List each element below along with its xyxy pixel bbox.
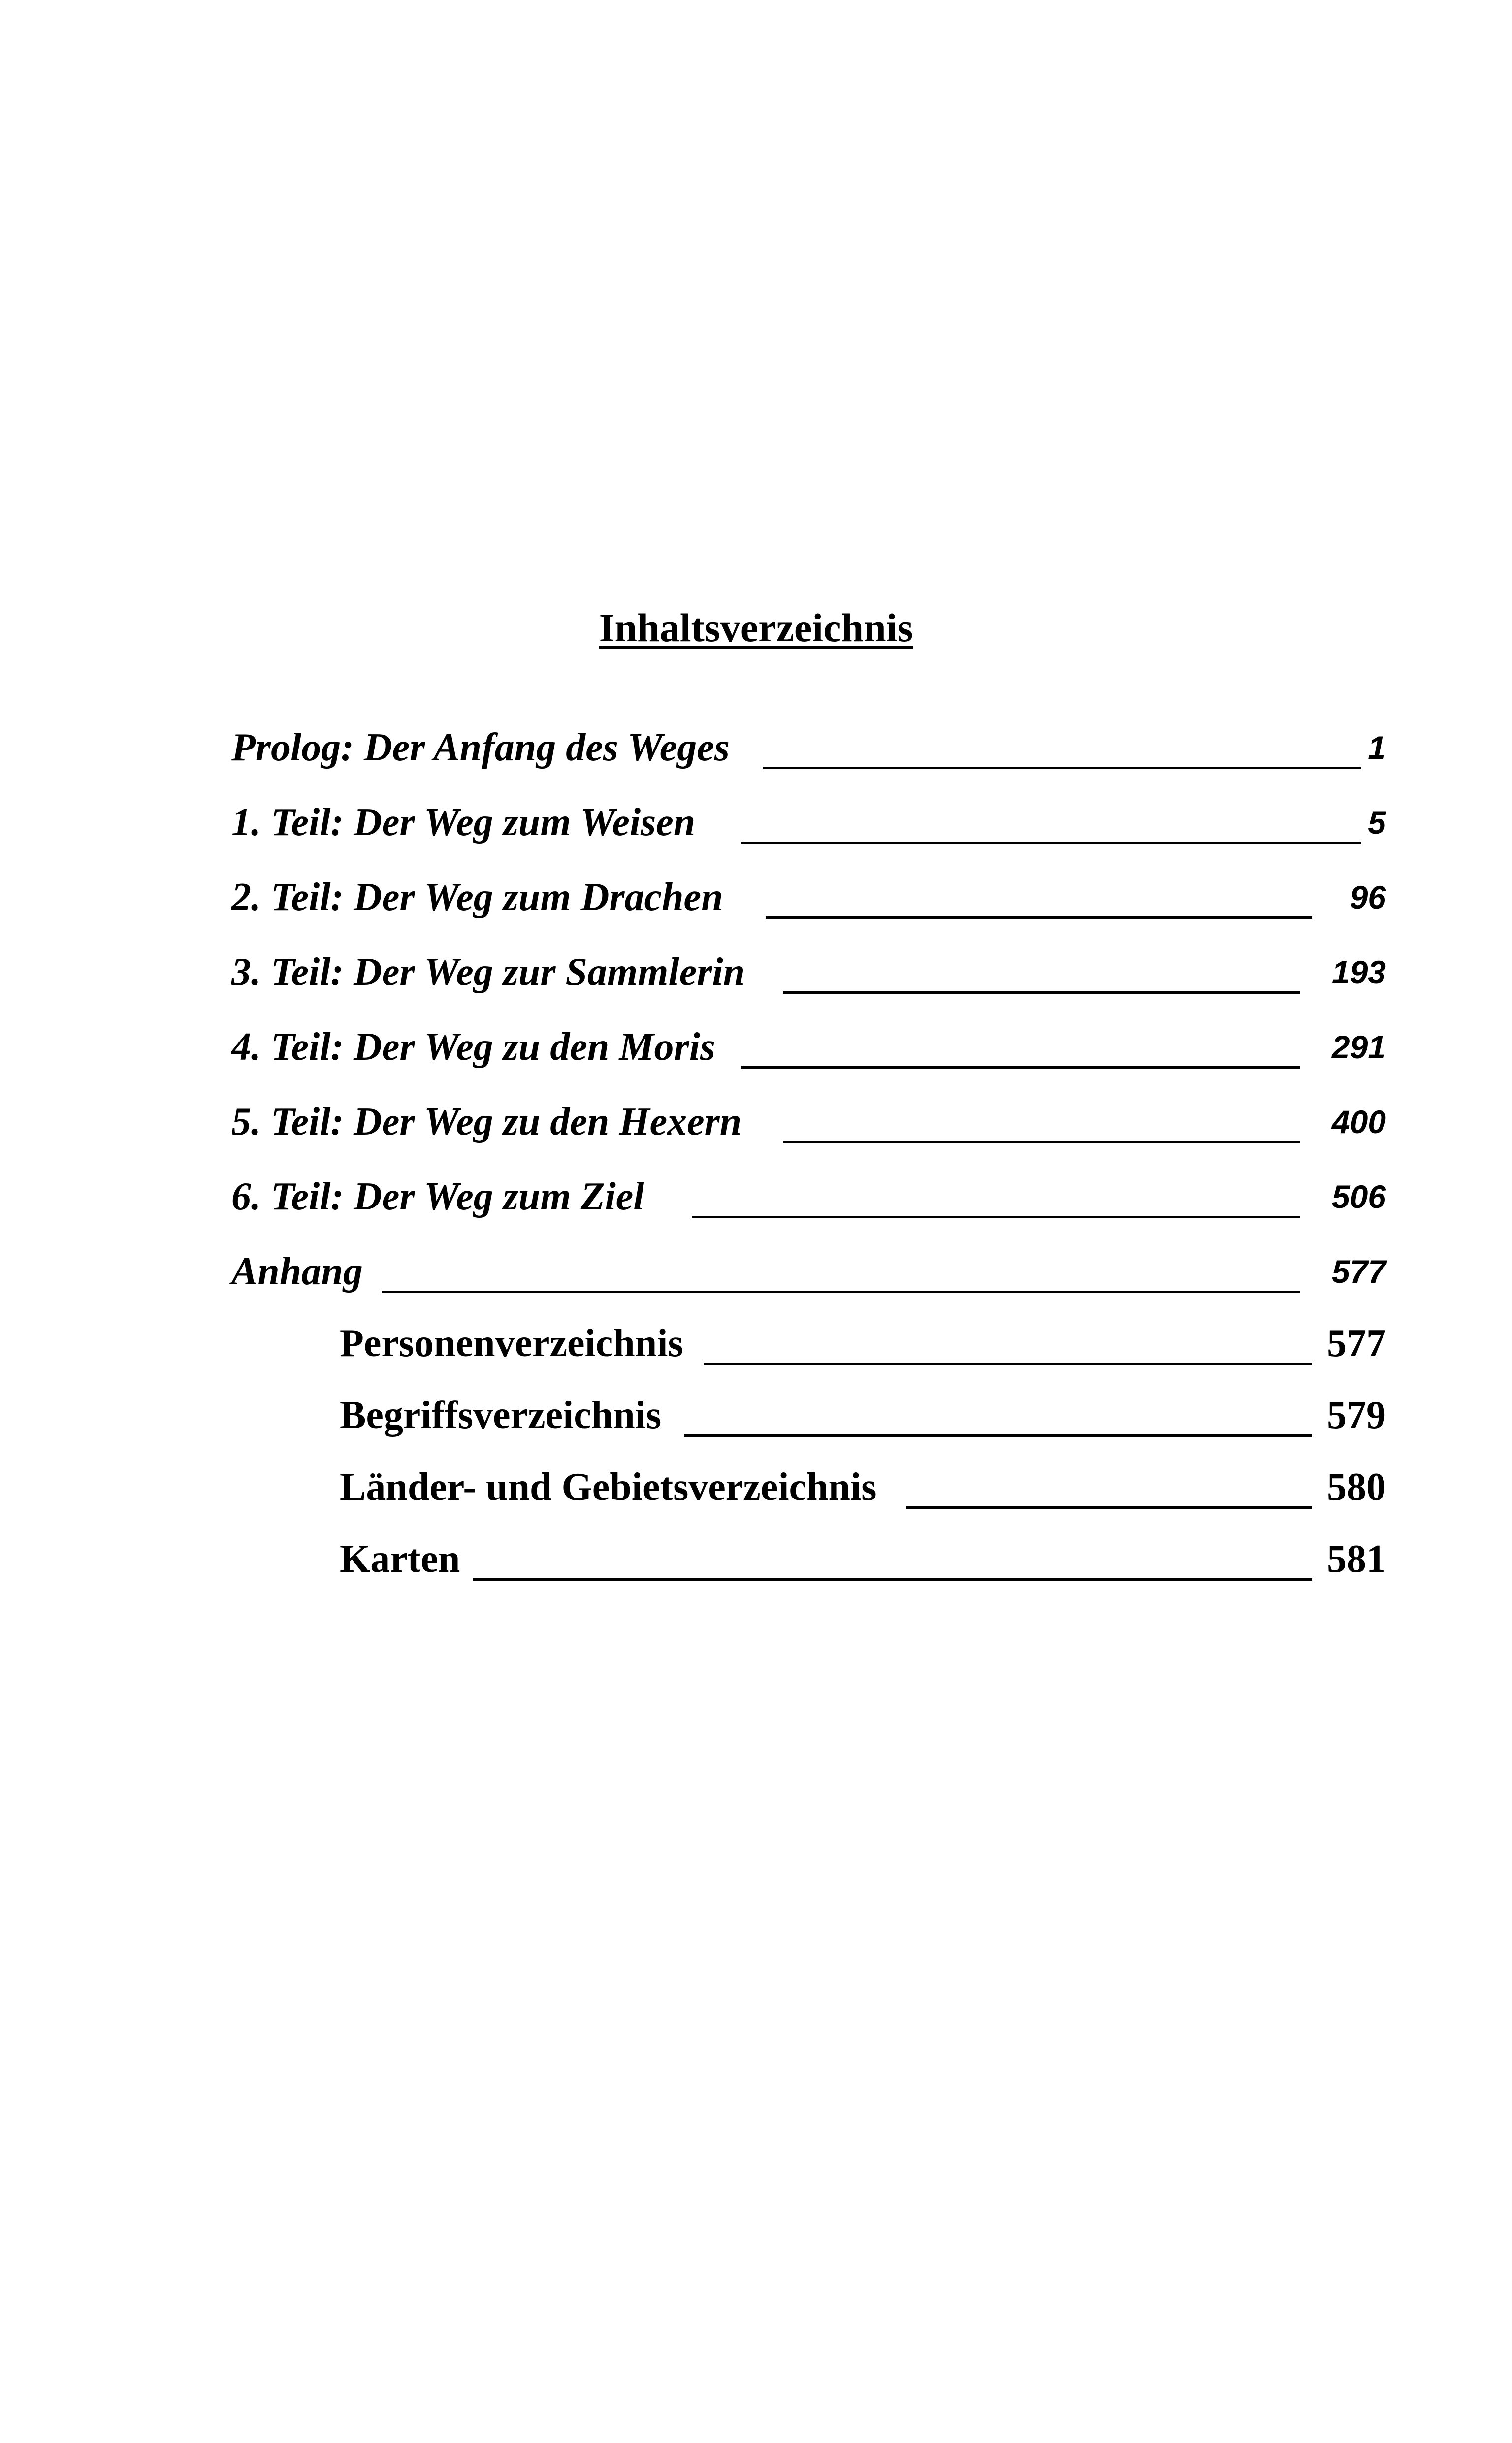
toc-leader-line	[692, 1216, 1300, 1218]
toc-entry-label: Anhang	[231, 1250, 363, 1293]
toc-leader-line	[763, 767, 1361, 769]
toc-entry-page: 506	[1331, 1178, 1386, 1215]
toc-entry-page: 400	[1331, 1104, 1386, 1140]
toc-entry-prolog[interactable]	[231, 724, 1386, 778]
toc-entry-label: Prolog: Der Anfang des Weges	[231, 726, 730, 769]
toc-entry-label: Begriffsverzeichnis	[340, 1394, 662, 1437]
toc-leader-line	[783, 991, 1300, 994]
toc-entry-page: 5	[1368, 804, 1386, 841]
toc-leader-line	[741, 1066, 1300, 1069]
toc-entry-label: 5. Teil: Der Weg zu den Hexern	[231, 1100, 742, 1143]
toc-subentry-countries[interactable]	[340, 1464, 1386, 1518]
toc-entry-label: Länder- und Gebietsverzeichnis	[340, 1466, 877, 1509]
toc-entry-label: Karten	[340, 1537, 460, 1581]
toc-subentry-maps[interactable]	[340, 1535, 1386, 1590]
toc-entry-part-2[interactable]	[231, 874, 1386, 928]
toc-entry-page: 579	[1327, 1394, 1386, 1437]
page-title	[0, 603, 1512, 652]
toc-entry-part-5[interactable]	[231, 1098, 1386, 1152]
toc-entry-page: 193	[1331, 954, 1386, 990]
toc-leader-line	[473, 1578, 1312, 1581]
toc-entry-part-6[interactable]	[231, 1173, 1386, 1227]
toc-entry-part-4[interactable]	[231, 1023, 1386, 1077]
toc-entry-label: 6. Teil: Der Weg zum Ziel	[231, 1175, 644, 1218]
toc-entry-page: 577	[1327, 1322, 1386, 1365]
toc-leader-line	[906, 1506, 1312, 1509]
toc-entry-page: 1	[1368, 729, 1386, 766]
toc-subentry-persons[interactable]	[340, 1320, 1386, 1374]
toc-leader-line	[766, 916, 1312, 919]
toc-leader-line	[382, 1291, 1300, 1293]
toc-entry-appendix[interactable]	[231, 1248, 1386, 1302]
toc-entry-page: 291	[1331, 1029, 1386, 1065]
toc-entry-label: 3. Teil: Der Weg zur Sammlerin	[231, 950, 745, 994]
toc-leader-line	[783, 1141, 1300, 1143]
toc-subentry-terms[interactable]	[340, 1392, 1386, 1446]
toc-leader-line	[684, 1434, 1312, 1437]
toc-entry-label: Personenverzeichnis	[340, 1322, 683, 1365]
toc-entry-page: 96	[1350, 879, 1386, 915]
toc-entry-part-3[interactable]	[231, 948, 1386, 1003]
toc-entry-label: 4. Teil: Der Weg zu den Moris	[231, 1025, 716, 1069]
toc-entry-label: 1. Teil: Der Weg zum Weisen	[231, 801, 696, 844]
toc-leader-line	[704, 1363, 1312, 1365]
toc-entry-label: 2. Teil: Der Weg zum Drachen	[231, 876, 723, 919]
toc-entry-part-1[interactable]	[231, 799, 1386, 853]
toc-entry-page: 577	[1331, 1253, 1386, 1290]
toc-entry-page: 580	[1327, 1466, 1386, 1509]
toc-heading: Inhaltsverzeichnis	[599, 605, 913, 650]
toc-leader-line	[741, 842, 1361, 844]
toc-entry-page: 581	[1327, 1537, 1386, 1581]
